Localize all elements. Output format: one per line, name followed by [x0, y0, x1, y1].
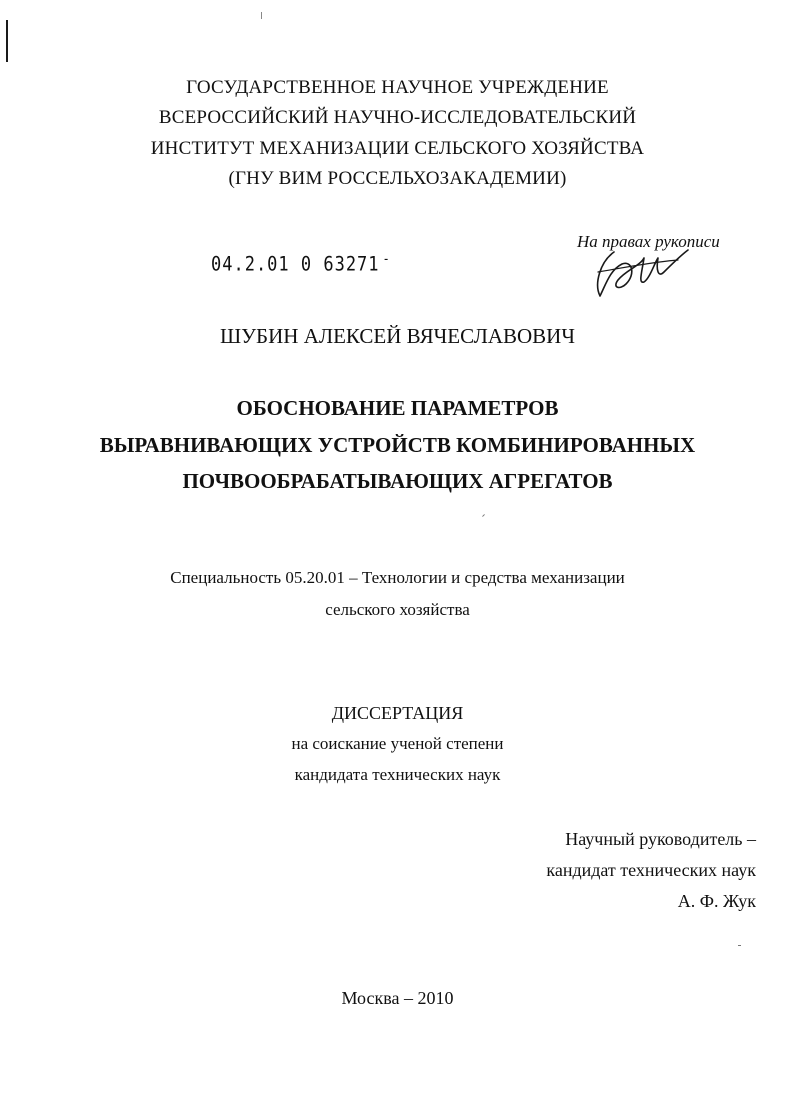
title-line-2: ВЫРАВНИВАЮЩИХ УСТРОЙСТВ КОМБИНИРОВАННЫХ: [99, 433, 696, 457]
library-stamp-code-text: 04.2.01 0 63271: [211, 253, 380, 276]
title-line-1: ОБОСНОВАНИЕ ПАРАМЕТРОВ: [236, 396, 559, 420]
scan-margin-mark: [6, 20, 8, 62]
document-type: ДИССЕРТАЦИЯ: [331, 703, 464, 723]
title-line-3: ПОЧВООБРАБАТЫВАЮЩИХ АГРЕГАТОВ: [182, 469, 613, 493]
manuscript-rights-note: На правах рукописи: [577, 232, 720, 251]
library-stamp-code: [211, 250, 391, 276]
institution-line-3: ИНСТИТУТ МЕХАНИЗАЦИИ СЕЛЬСКОГО ХОЗЯЙСТВА: [150, 138, 645, 159]
supervisor-degree: кандидат технических наук: [546, 860, 756, 880]
supervisor-role: Научный руководитель –: [565, 829, 756, 849]
stamp-dash: -: [382, 250, 391, 267]
scan-speck: [482, 514, 485, 517]
degree-line-3: кандидата технических наук: [294, 765, 501, 784]
city-year: Москва – 2010: [341, 988, 454, 1008]
scan-speck: [738, 945, 741, 946]
institution-abbreviation: (ГНУ ВИМ РОССЕЛЬХОЗАКАДЕМИИ): [228, 168, 567, 189]
author-name: ШУБИН АЛЕКСЕЙ ВЯЧЕСЛАВОВИЧ: [220, 324, 575, 348]
supervisor-name: А. Ф. Жук: [677, 891, 756, 911]
institution-line-2: ВСЕРОССИЙСКИЙ НАУЧНО-ИССЛЕДОВАТЕЛЬСКИЙ: [158, 107, 637, 128]
specialty-line-1: Специальность 05.20.01 – Технологии и средства механизации: [170, 568, 625, 587]
specialty-line-2: сельского хозяйства: [325, 600, 470, 619]
degree-line-2: на соискание ученой степени: [291, 734, 504, 753]
scan-margin-tick: [261, 12, 262, 19]
institution-line-1: ГОСУДАРСТВЕННОЕ НАУЧНОЕ УЧРЕЖДЕНИЕ: [186, 77, 609, 98]
signature: [592, 244, 692, 304]
